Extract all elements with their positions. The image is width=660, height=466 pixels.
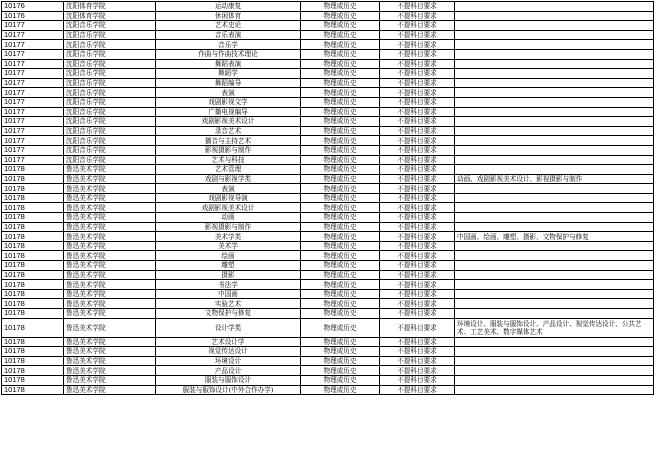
subject-requirement-cell[interactable]: 不提科目要求 <box>380 145 455 155</box>
major-name-cell[interactable]: 戏剧与影视学类 <box>156 174 301 184</box>
major-name-cell[interactable]: 舞蹈编导 <box>156 78 301 88</box>
institution-name-cell[interactable]: 沈阳音乐学院 <box>64 88 156 98</box>
preferred-subject-cell[interactable]: 物理或历史 <box>301 375 380 385</box>
preferred-subject-cell[interactable]: 物理或历史 <box>301 49 380 59</box>
institution-code-cell[interactable]: 10178 <box>2 270 64 280</box>
institution-name-cell[interactable]: 鲁迅美术学院 <box>64 232 156 242</box>
included-majors-cell[interactable]: 环境设计、服装与服饰设计、产品设计、视觉传达设计、公共艺术、工艺美术、数字媒体艺术 <box>455 318 654 337</box>
table-row <box>2 347 654 357</box>
institution-name-cell[interactable]: 鲁迅美术学院 <box>64 241 156 251</box>
preferred-subject-cell[interactable]: 物理或历史 <box>301 309 380 319</box>
institution-name-cell[interactable]: 鲁迅美术学院 <box>64 347 156 357</box>
preferred-subject-cell[interactable]: 物理或历史 <box>301 232 380 242</box>
institution-name-cell[interactable]: 沈阳音乐学院 <box>64 136 156 146</box>
major-name-cell[interactable]: 美术学 <box>156 241 301 251</box>
subject-requirement-cell[interactable]: 不提科目要求 <box>380 184 455 194</box>
subject-requirement-cell[interactable]: 不提科目要求 <box>380 49 455 59</box>
included-majors-cell[interactable] <box>455 289 654 299</box>
table-row <box>2 309 654 319</box>
institution-code-cell[interactable]: 10178 <box>2 184 64 194</box>
institution-code-cell[interactable]: 10177 <box>2 136 64 146</box>
table-row <box>2 40 654 50</box>
institution-code-cell[interactable]: 10177 <box>2 78 64 88</box>
table-row <box>2 385 654 395</box>
included-majors-cell[interactable] <box>455 261 654 271</box>
institution-name-cell[interactable]: 鲁迅美术学院 <box>64 309 156 319</box>
subject-requirement-cell[interactable]: 不提科目要求 <box>380 222 455 232</box>
institution-name-cell[interactable]: 鲁迅美术学院 <box>64 222 156 232</box>
preferred-subject-cell[interactable]: 物理或历史 <box>301 107 380 117</box>
preferred-subject-cell[interactable]: 物理或历史 <box>301 366 380 376</box>
preferred-subject-cell[interactable]: 物理或历史 <box>301 280 380 290</box>
institution-name-cell[interactable]: 沈阳音乐学院 <box>64 69 156 79</box>
major-name-cell[interactable]: 戏剧影视美术设计 <box>156 203 301 213</box>
table-row <box>2 356 654 366</box>
table-row <box>2 155 654 165</box>
subject-requirement-cell[interactable]: 不提科目要求 <box>380 337 455 347</box>
institution-code-cell[interactable]: 10178 <box>2 241 64 251</box>
institution-code-cell[interactable]: 10178 <box>2 174 64 184</box>
subject-requirement-cell[interactable]: 不提科目要求 <box>380 203 455 213</box>
included-majors-cell[interactable] <box>455 117 654 127</box>
preferred-subject-cell[interactable]: 物理或历史 <box>301 337 380 347</box>
institution-name-cell[interactable]: 鲁迅美术学院 <box>64 299 156 309</box>
subject-requirement-cell[interactable]: 不提科目要求 <box>380 30 455 40</box>
subject-requirement-cell[interactable]: 不提科目要求 <box>380 59 455 69</box>
included-majors-cell[interactable] <box>455 193 654 203</box>
subject-requirement-cell[interactable]: 不提科目要求 <box>380 126 455 136</box>
major-name-cell[interactable]: 雕塑 <box>156 261 301 271</box>
institution-name-cell[interactable]: 沈阳音乐学院 <box>64 145 156 155</box>
institution-code-cell[interactable]: 10177 <box>2 107 64 117</box>
preferred-subject-cell[interactable]: 物理或历史 <box>301 184 380 194</box>
institution-name-cell[interactable]: 沈阳音乐学院 <box>64 30 156 40</box>
included-majors-cell[interactable] <box>455 126 654 136</box>
included-majors-cell[interactable] <box>455 347 654 357</box>
table-row <box>2 2 654 12</box>
institution-name-cell[interactable]: 沈阳音乐学院 <box>64 117 156 127</box>
major-name-cell[interactable]: 戏剧影视美术设计 <box>156 117 301 127</box>
table-row <box>2 126 654 136</box>
major-name-cell[interactable]: 中国画 <box>156 289 301 299</box>
preferred-subject-cell[interactable]: 物理或历史 <box>301 126 380 136</box>
institution-code-cell[interactable]: 10178 <box>2 347 64 357</box>
preferred-subject-cell[interactable]: 物理或历史 <box>301 222 380 232</box>
table-row <box>2 270 654 280</box>
major-name-cell[interactable]: 戏剧影视文学 <box>156 97 301 107</box>
institution-code-cell[interactable]: 10178 <box>2 366 64 376</box>
included-majors-cell[interactable] <box>455 49 654 59</box>
major-name-cell[interactable]: 服装与服饰设计 <box>156 375 301 385</box>
institution-code-cell[interactable]: 10178 <box>2 356 64 366</box>
included-majors-cell[interactable] <box>455 21 654 31</box>
institution-name-cell[interactable]: 沈阳音乐学院 <box>64 107 156 117</box>
major-name-cell[interactable]: 戏剧影视导演 <box>156 193 301 203</box>
included-majors-cell[interactable] <box>455 145 654 155</box>
subject-requirement-cell[interactable]: 不提科目要求 <box>380 309 455 319</box>
included-majors-cell[interactable] <box>455 251 654 261</box>
table-row <box>2 11 654 21</box>
subject-requirement-cell[interactable]: 不提科目要求 <box>380 88 455 98</box>
table-row <box>2 136 654 146</box>
preferred-subject-cell[interactable]: 物理或历史 <box>301 270 380 280</box>
institution-name-cell[interactable]: 鲁迅美术学院 <box>64 385 156 395</box>
institution-name-cell[interactable]: 沈阳音乐学院 <box>64 97 156 107</box>
institution-name-cell[interactable]: 鲁迅美术学院 <box>64 165 156 175</box>
institution-code-cell[interactable]: 10178 <box>2 232 64 242</box>
subject-requirement-cell[interactable]: 不提科目要求 <box>380 69 455 79</box>
institution-code-cell[interactable]: 10177 <box>2 145 64 155</box>
major-name-cell[interactable]: 美术学类 <box>156 232 301 242</box>
included-majors-cell[interactable] <box>455 136 654 146</box>
table-row <box>2 375 654 385</box>
institution-name-cell[interactable]: 鲁迅美术学院 <box>64 366 156 376</box>
institution-code-cell[interactable]: 10178 <box>2 261 64 271</box>
institution-name-cell[interactable]: 沈阳音乐学院 <box>64 40 156 50</box>
subject-requirement-cell[interactable]: 不提科目要求 <box>380 97 455 107</box>
institution-code-cell[interactable]: 10178 <box>2 213 64 223</box>
institution-name-cell[interactable]: 鲁迅美术学院 <box>64 251 156 261</box>
subject-requirement-cell[interactable]: 不提科目要求 <box>380 155 455 165</box>
included-majors-cell[interactable] <box>455 59 654 69</box>
institution-name-cell[interactable]: 鲁迅美术学院 <box>64 289 156 299</box>
institution-name-cell[interactable]: 沈阳音乐学院 <box>64 21 156 31</box>
major-name-cell[interactable]: 舞蹈学 <box>156 69 301 79</box>
table-row <box>2 251 654 261</box>
major-name-cell[interactable]: 设计学类 <box>156 318 301 337</box>
table-row <box>2 203 654 213</box>
institution-code-cell[interactable]: 10176 <box>2 11 64 21</box>
preferred-subject-cell[interactable]: 物理或历史 <box>301 136 380 146</box>
table-row <box>2 280 654 290</box>
institution-code-cell[interactable]: 10177 <box>2 97 64 107</box>
table-row <box>2 107 654 117</box>
included-majors-cell[interactable] <box>455 88 654 98</box>
table-row <box>2 97 654 107</box>
institution-code-cell[interactable]: 10178 <box>2 385 64 395</box>
institution-name-cell[interactable]: 鲁迅美术学院 <box>64 261 156 271</box>
institution-name-cell[interactable]: 鲁迅美术学院 <box>64 213 156 223</box>
institution-code-cell[interactable]: 10178 <box>2 337 64 347</box>
subject-requirement-cell[interactable]: 不提科目要求 <box>380 136 455 146</box>
major-name-cell[interactable]: 舞蹈表演 <box>156 59 301 69</box>
table-row <box>2 30 654 40</box>
institution-code-cell[interactable]: 10178 <box>2 280 64 290</box>
included-majors-cell[interactable] <box>455 107 654 117</box>
major-name-cell[interactable]: 实验艺术 <box>156 299 301 309</box>
institution-name-cell[interactable]: 沈阳体育学院 <box>64 2 156 12</box>
table-row <box>2 289 654 299</box>
subject-requirement-cell[interactable]: 不提科目要求 <box>380 366 455 376</box>
table-row <box>2 241 654 251</box>
preferred-subject-cell[interactable]: 物理或历史 <box>301 2 380 12</box>
included-majors-cell[interactable] <box>455 165 654 175</box>
institution-code-cell[interactable]: 10178 <box>2 375 64 385</box>
table-row <box>2 49 654 59</box>
major-name-cell[interactable]: 产品设计 <box>156 366 301 376</box>
table-row <box>2 193 654 203</box>
institution-code-cell[interactable]: 10177 <box>2 155 64 165</box>
major-name-cell[interactable]: 休闲体育 <box>156 11 301 21</box>
table-row <box>2 222 654 232</box>
major-name-cell[interactable]: 播音与主持艺术 <box>156 136 301 146</box>
major-name-cell[interactable]: 表演 <box>156 88 301 98</box>
subject-requirement-cell[interactable]: 不提科目要求 <box>380 289 455 299</box>
preferred-subject-cell[interactable]: 物理或历史 <box>301 385 380 395</box>
preferred-subject-cell[interactable]: 物理或历史 <box>301 145 380 155</box>
table-row <box>2 117 654 127</box>
preferred-subject-cell[interactable]: 物理或历史 <box>301 174 380 184</box>
institution-code-cell[interactable]: 10177 <box>2 69 64 79</box>
preferred-subject-cell[interactable]: 物理或历史 <box>301 261 380 271</box>
subject-requirement-cell[interactable]: 不提科目要求 <box>380 251 455 261</box>
included-majors-cell[interactable] <box>455 78 654 88</box>
included-majors-cell[interactable] <box>455 385 654 395</box>
preferred-subject-cell[interactable]: 物理或历史 <box>301 193 380 203</box>
subject-requirement-cell[interactable]: 不提科目要求 <box>380 213 455 223</box>
included-majors-cell[interactable] <box>455 40 654 50</box>
table-row <box>2 78 654 88</box>
table-row <box>2 232 654 242</box>
major-name-cell[interactable]: 服装与服饰设计(中外合作办学) <box>156 385 301 395</box>
institution-code-cell[interactable]: 10177 <box>2 40 64 50</box>
institution-name-cell[interactable]: 鲁迅美术学院 <box>64 318 156 337</box>
subject-requirement-cell[interactable]: 不提科目要求 <box>380 280 455 290</box>
institution-code-cell[interactable]: 10177 <box>2 126 64 136</box>
subject-requirement-cell[interactable]: 不提科目要求 <box>380 193 455 203</box>
table-row <box>2 261 654 271</box>
institution-name-cell[interactable]: 沈阳音乐学院 <box>64 126 156 136</box>
included-majors-cell[interactable] <box>455 30 654 40</box>
institution-name-cell[interactable]: 鲁迅美术学院 <box>64 270 156 280</box>
major-name-cell[interactable]: 艺术史论 <box>156 21 301 31</box>
preferred-subject-cell[interactable]: 物理或历史 <box>301 78 380 88</box>
preferred-subject-cell[interactable]: 物理或历史 <box>301 40 380 50</box>
included-majors-cell[interactable] <box>455 375 654 385</box>
preferred-subject-cell[interactable]: 物理或历史 <box>301 289 380 299</box>
subject-requirement-cell[interactable]: 不提科目要求 <box>380 385 455 395</box>
institution-code-cell[interactable]: 10178 <box>2 289 64 299</box>
table-body <box>2 2 654 395</box>
major-name-cell[interactable]: 艺术设计学 <box>156 337 301 347</box>
institution-code-cell[interactable]: 10177 <box>2 117 64 127</box>
major-name-cell[interactable]: 摄影 <box>156 270 301 280</box>
table-row <box>2 299 654 309</box>
institution-name-cell[interactable]: 鲁迅美术学院 <box>64 184 156 194</box>
subject-requirement-cell[interactable]: 不提科目要求 <box>380 107 455 117</box>
institution-name-cell[interactable]: 鲁迅美术学院 <box>64 193 156 203</box>
preferred-subject-cell[interactable]: 物理或历史 <box>301 69 380 79</box>
included-majors-cell[interactable] <box>455 366 654 376</box>
major-name-cell[interactable]: 艺术管理 <box>156 165 301 175</box>
subject-requirement-cell[interactable]: 不提科目要求 <box>380 174 455 184</box>
preferred-subject-cell[interactable]: 物理或历史 <box>301 203 380 213</box>
table-row <box>2 88 654 98</box>
subject-requirement-cell[interactable]: 不提科目要求 <box>380 347 455 357</box>
institution-code-cell[interactable]: 10177 <box>2 59 64 69</box>
subject-requirement-cell[interactable]: 不提科目要求 <box>380 165 455 175</box>
major-name-cell[interactable]: 录音艺术 <box>156 126 301 136</box>
included-majors-cell[interactable]: 中国画、绘画、雕塑、摄影、文物保护与修复 <box>455 232 654 242</box>
included-majors-cell[interactable] <box>455 270 654 280</box>
major-name-cell[interactable]: 音乐学 <box>156 40 301 50</box>
table-row <box>2 21 654 31</box>
subject-requirement-cell[interactable]: 不提科目要求 <box>380 40 455 50</box>
subject-requirement-cell[interactable]: 不提科目要求 <box>380 78 455 88</box>
subject-requirement-cell[interactable]: 不提科目要求 <box>380 261 455 271</box>
included-majors-cell[interactable] <box>455 241 654 251</box>
included-majors-cell[interactable] <box>455 97 654 107</box>
included-majors-cell[interactable] <box>455 155 654 165</box>
major-name-cell[interactable]: 广播电视编导 <box>156 107 301 117</box>
preferred-subject-cell[interactable]: 物理或历史 <box>301 213 380 223</box>
preferred-subject-cell[interactable]: 物理或历史 <box>301 165 380 175</box>
subject-requirement-cell[interactable]: 不提科目要求 <box>380 11 455 21</box>
major-name-cell[interactable]: 视觉传达设计 <box>156 347 301 357</box>
institution-name-cell[interactable]: 沈阳音乐学院 <box>64 59 156 69</box>
major-name-cell[interactable]: 绘画 <box>156 251 301 261</box>
included-majors-cell[interactable] <box>455 203 654 213</box>
spreadsheet-table <box>1 1 654 395</box>
preferred-subject-cell[interactable]: 物理或历史 <box>301 59 380 69</box>
major-name-cell[interactable]: 作曲与作曲技术理论 <box>156 49 301 59</box>
subject-requirement-cell[interactable]: 不提科目要求 <box>380 232 455 242</box>
preferred-subject-cell[interactable]: 物理或历史 <box>301 30 380 40</box>
preferred-subject-cell[interactable]: 物理或历史 <box>301 356 380 366</box>
included-majors-cell[interactable] <box>455 69 654 79</box>
institution-code-cell[interactable]: 10178 <box>2 309 64 319</box>
major-name-cell[interactable]: 艺术与科技 <box>156 155 301 165</box>
institution-name-cell[interactable]: 沈阳音乐学院 <box>64 78 156 88</box>
major-name-cell[interactable]: 书法学 <box>156 280 301 290</box>
institution-name-cell[interactable]: 鲁迅美术学院 <box>64 280 156 290</box>
included-majors-cell[interactable] <box>455 222 654 232</box>
preferred-subject-cell[interactable]: 物理或历史 <box>301 347 380 357</box>
major-name-cell[interactable]: 运动康复 <box>156 2 301 12</box>
table-row <box>2 59 654 69</box>
major-name-cell[interactable]: 影视摄影与制作 <box>156 145 301 155</box>
major-name-cell[interactable]: 表演 <box>156 184 301 194</box>
institution-name-cell[interactable]: 鲁迅美术学院 <box>64 203 156 213</box>
institution-name-cell[interactable]: 沈阳体育学院 <box>64 11 156 21</box>
institution-code-cell[interactable]: 10177 <box>2 30 64 40</box>
institution-code-cell[interactable]: 10178 <box>2 203 64 213</box>
table-row <box>2 337 654 347</box>
table-row <box>2 213 654 223</box>
institution-code-cell[interactable]: 10177 <box>2 88 64 98</box>
institution-code-cell[interactable]: 10178 <box>2 193 64 203</box>
preferred-subject-cell[interactable]: 物理或历史 <box>301 251 380 261</box>
preferred-subject-cell[interactable]: 物理或历史 <box>301 97 380 107</box>
included-majors-cell[interactable] <box>455 2 654 12</box>
preferred-subject-cell[interactable]: 物理或历史 <box>301 21 380 31</box>
subject-requirement-cell[interactable]: 不提科目要求 <box>380 356 455 366</box>
institution-code-cell[interactable]: 10178 <box>2 251 64 261</box>
preferred-subject-cell[interactable]: 物理或历史 <box>301 155 380 165</box>
institution-code-cell[interactable]: 10176 <box>2 2 64 12</box>
subject-requirement-cell[interactable]: 不提科目要求 <box>380 117 455 127</box>
preferred-subject-cell[interactable]: 物理或历史 <box>301 11 380 21</box>
institution-code-cell[interactable]: 10178 <box>2 222 64 232</box>
table-row <box>2 184 654 194</box>
institution-code-cell[interactable]: 10178 <box>2 165 64 175</box>
major-name-cell[interactable]: 影视摄影与制作 <box>156 222 301 232</box>
table-row <box>2 366 654 376</box>
preferred-subject-cell[interactable]: 物理或历史 <box>301 117 380 127</box>
included-majors-cell[interactable]: 动画、戏剧影视美术设计、影视摄影与制作 <box>455 174 654 184</box>
institution-name-cell[interactable]: 沈阳音乐学院 <box>64 155 156 165</box>
major-name-cell[interactable]: 环境设计 <box>156 356 301 366</box>
major-name-cell[interactable]: 音乐表演 <box>156 30 301 40</box>
included-majors-cell[interactable] <box>455 299 654 309</box>
included-majors-cell[interactable] <box>455 184 654 194</box>
institution-code-cell[interactable]: 10177 <box>2 21 64 31</box>
preferred-subject-cell[interactable]: 物理或历史 <box>301 88 380 98</box>
institution-name-cell[interactable]: 鲁迅美术学院 <box>64 174 156 184</box>
table-row <box>2 165 654 175</box>
included-majors-cell[interactable] <box>455 280 654 290</box>
table-row <box>2 318 654 337</box>
table-row <box>2 69 654 79</box>
institution-name-cell[interactable]: 鲁迅美术学院 <box>64 356 156 366</box>
included-majors-cell[interactable] <box>455 11 654 21</box>
subject-requirement-cell[interactable]: 不提科目要求 <box>380 270 455 280</box>
institution-code-cell[interactable]: 10177 <box>2 49 64 59</box>
included-majors-cell[interactable] <box>455 337 654 347</box>
table-row <box>2 174 654 184</box>
institution-code-cell[interactable]: 10178 <box>2 318 64 337</box>
subject-requirement-cell[interactable]: 不提科目要求 <box>380 241 455 251</box>
subject-requirement-cell[interactable]: 不提科目要求 <box>380 375 455 385</box>
preferred-subject-cell[interactable]: 物理或历史 <box>301 299 380 309</box>
institution-name-cell[interactable]: 沈阳音乐学院 <box>64 49 156 59</box>
included-majors-cell[interactable] <box>455 309 654 319</box>
major-name-cell[interactable]: 动画 <box>156 213 301 223</box>
institution-code-cell[interactable]: 10178 <box>2 299 64 309</box>
included-majors-cell[interactable] <box>455 213 654 223</box>
subject-requirement-cell[interactable]: 不提科目要求 <box>380 2 455 12</box>
preferred-subject-cell[interactable]: 物理或历史 <box>301 318 380 337</box>
subject-requirement-cell[interactable]: 不提科目要求 <box>380 318 455 337</box>
subject-requirement-cell[interactable]: 不提科目要求 <box>380 299 455 309</box>
subject-requirement-cell[interactable]: 不提科目要求 <box>380 21 455 31</box>
table-row <box>2 145 654 155</box>
included-majors-cell[interactable] <box>455 356 654 366</box>
major-name-cell[interactable]: 文物保护与修复 <box>156 309 301 319</box>
institution-name-cell[interactable]: 鲁迅美术学院 <box>64 375 156 385</box>
preferred-subject-cell[interactable]: 物理或历史 <box>301 241 380 251</box>
institution-name-cell[interactable]: 鲁迅美术学院 <box>64 337 156 347</box>
